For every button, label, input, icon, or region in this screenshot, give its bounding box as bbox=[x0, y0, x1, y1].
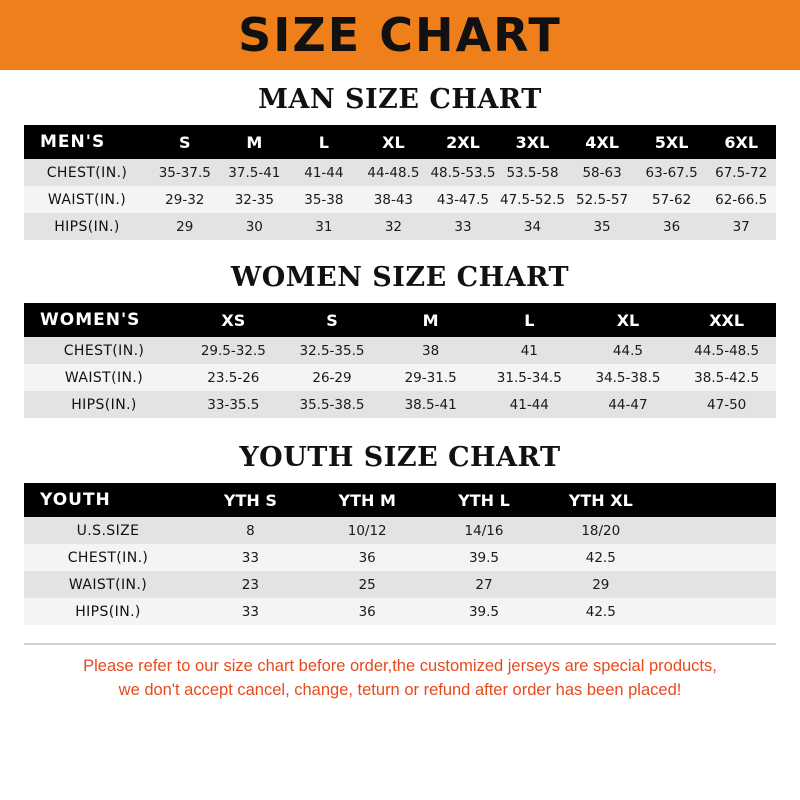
table-row bbox=[24, 391, 776, 418]
cell-value: 37.5-41 bbox=[228, 164, 281, 181]
column-header-xs: XS bbox=[221, 310, 246, 330]
cell-value: 31 bbox=[315, 218, 333, 235]
column-header-4xl: 4XL bbox=[585, 132, 619, 152]
column-header-6xl: 6XL bbox=[724, 132, 759, 152]
table-women-size-chart bbox=[24, 303, 776, 418]
cell-value: 23 bbox=[241, 576, 259, 593]
table-youth-body bbox=[24, 517, 776, 625]
column-header-womens: WOMEN'S bbox=[40, 310, 141, 330]
row-label-waist: WAIST(IN.) bbox=[68, 576, 148, 593]
table-women-body bbox=[24, 337, 776, 418]
cell-value: 32.5-35.5 bbox=[299, 342, 365, 359]
cell-value: 25 bbox=[358, 576, 376, 593]
cell-value: 33 bbox=[454, 218, 472, 235]
cell-value: 47-50 bbox=[707, 396, 747, 413]
cell-value: 52.5-57 bbox=[576, 191, 629, 208]
table-row bbox=[24, 517, 776, 544]
cell-value: 33 bbox=[241, 603, 259, 620]
cell-value: 48.5-53.5 bbox=[430, 164, 496, 181]
column-header-l: L bbox=[524, 310, 535, 330]
cell-value: 27 bbox=[475, 576, 493, 593]
cell-value: 18/20 bbox=[581, 522, 621, 539]
cell-spacer bbox=[659, 544, 776, 571]
cell-value: 33 bbox=[241, 549, 259, 566]
cell-value: 26-29 bbox=[312, 369, 352, 386]
table-row bbox=[24, 364, 776, 391]
cell-value: 41 bbox=[520, 342, 538, 359]
cell-value: 35-38 bbox=[304, 191, 344, 208]
column-header-xl: XL bbox=[616, 310, 640, 330]
row-label-us-size: U.S.SIZE bbox=[76, 522, 140, 539]
cell-value: 34.5-38.5 bbox=[595, 369, 661, 386]
row-label-hips: HIPS(IN.) bbox=[71, 396, 137, 413]
cell-spacer bbox=[659, 598, 776, 625]
table-row bbox=[24, 125, 776, 159]
column-header-2xl: 2XL bbox=[446, 132, 480, 152]
cell-value: 29.5-32.5 bbox=[200, 342, 266, 359]
cell-value: 41-44 bbox=[509, 396, 549, 413]
cell-value: 38 bbox=[422, 342, 440, 359]
column-header-yth-xl: YTH XL bbox=[568, 490, 633, 510]
table-man-size-chart bbox=[24, 125, 776, 240]
cell-value: 36 bbox=[663, 218, 681, 235]
cell-value: 42.5 bbox=[585, 549, 616, 566]
cell-value: 32 bbox=[384, 218, 402, 235]
column-header-5xl: 5XL bbox=[654, 132, 689, 152]
table-row bbox=[24, 598, 776, 625]
table-row bbox=[24, 571, 776, 598]
cell-value: 41-44 bbox=[304, 164, 344, 181]
cell-value: 39.5 bbox=[468, 603, 500, 620]
column-header-l: L bbox=[318, 132, 329, 152]
column-header-youth: YOUTH bbox=[40, 490, 111, 510]
row-label-waist: WAIST(IN.) bbox=[64, 369, 144, 386]
table-man-body bbox=[24, 159, 776, 240]
cell-value: 38.5-42.5 bbox=[694, 369, 760, 386]
cell-value: 44.5 bbox=[612, 342, 643, 359]
cell-value: 38-43 bbox=[373, 191, 414, 208]
cell-value: 34 bbox=[523, 218, 542, 235]
cell-value: 33-35.5 bbox=[207, 396, 260, 413]
section-title-youth: YOUTH SIZE CHART bbox=[239, 442, 561, 473]
column-header-mens: MEN'S bbox=[40, 132, 106, 152]
cell-value: 47.5-52.5 bbox=[500, 191, 565, 208]
cell-value: 10/12 bbox=[347, 522, 387, 539]
table-row bbox=[24, 483, 776, 517]
cell-value: 23.5-26 bbox=[207, 369, 260, 386]
row-label-chest: CHEST(IN.) bbox=[63, 342, 145, 359]
cell-value: 14/16 bbox=[464, 522, 504, 539]
column-header-yth-l: YTH L bbox=[458, 490, 510, 510]
cell-value: 63-67.5 bbox=[645, 164, 698, 181]
cell-value: 38.5-41 bbox=[404, 396, 457, 413]
cell-value: 29 bbox=[592, 576, 610, 593]
cell-value: 58-63 bbox=[582, 164, 622, 181]
table-row bbox=[24, 213, 776, 240]
table-row bbox=[24, 186, 776, 213]
cell-value: 62-66.5 bbox=[715, 191, 768, 208]
cell-value: 57-62 bbox=[651, 191, 692, 208]
column-header-yth-m: YTH M bbox=[338, 490, 396, 510]
row-label-chest: CHEST(IN.) bbox=[46, 164, 128, 181]
page-title: SIZE CHART bbox=[238, 8, 562, 62]
cell-value: 42.5 bbox=[585, 603, 616, 620]
column-header-yth-s: YTH S bbox=[223, 490, 277, 510]
table-row bbox=[24, 303, 776, 337]
cell-value: 67.5-72 bbox=[715, 164, 768, 181]
footer-note-line2: we don't accept cancel, change, teturn or refund after order has been placed! bbox=[118, 680, 682, 699]
cell-spacer bbox=[659, 571, 776, 598]
cell-value: 29-31.5 bbox=[404, 369, 457, 386]
cell-value: 30 bbox=[245, 218, 263, 235]
cell-spacer bbox=[659, 517, 776, 544]
column-header-s: S bbox=[326, 310, 338, 330]
cell-value: 32-35 bbox=[234, 191, 274, 208]
table-row bbox=[24, 159, 776, 186]
table-row bbox=[24, 544, 776, 571]
cell-value: 44.5-48.5 bbox=[694, 342, 760, 359]
page-banner bbox=[0, 0, 800, 70]
footer-note bbox=[24, 643, 776, 703]
table-youth-header bbox=[24, 483, 776, 517]
cell-value: 31.5-34.5 bbox=[496, 369, 562, 386]
cell-value: 36 bbox=[358, 549, 376, 566]
cell-value: 44-48.5 bbox=[367, 164, 420, 181]
table-row bbox=[24, 337, 776, 364]
table-youth-size-chart bbox=[24, 483, 776, 625]
cell-value: 36 bbox=[358, 603, 376, 620]
cell-value: 37 bbox=[732, 218, 750, 235]
cell-value: 53.5-58 bbox=[506, 164, 559, 181]
cell-value: 29-32 bbox=[165, 191, 205, 208]
cell-value: 29 bbox=[176, 218, 194, 235]
column-header-xl: XL bbox=[382, 132, 405, 152]
cell-value: 43-47.5 bbox=[436, 191, 490, 208]
chart-content bbox=[0, 84, 800, 703]
cell-value: 35 bbox=[593, 218, 611, 235]
column-header-3xl: 3XL bbox=[515, 132, 550, 152]
cell-value: 8 bbox=[246, 522, 255, 539]
row-label-hips: HIPS(IN.) bbox=[75, 603, 141, 620]
column-header-xxl: XXL bbox=[709, 310, 745, 330]
cell-value: 44-47 bbox=[608, 396, 648, 413]
table-women-header bbox=[24, 303, 776, 337]
column-header-spacer bbox=[659, 483, 776, 517]
cell-value: 35.5-38.5 bbox=[299, 396, 365, 413]
column-header-m: M bbox=[246, 132, 263, 152]
section-title-man: MAN SIZE CHART bbox=[258, 84, 542, 115]
table-man-header bbox=[24, 125, 776, 159]
section-title-women: WOMEN SIZE CHART bbox=[230, 262, 570, 293]
row-label-waist: WAIST(IN.) bbox=[47, 191, 127, 208]
row-label-hips: HIPS(IN.) bbox=[54, 218, 120, 235]
column-header-s: S bbox=[179, 132, 191, 152]
cell-value: 39.5 bbox=[468, 549, 500, 566]
footer-note-line1: Please refer to our size chart before order,the customized jerseys are special products, bbox=[83, 657, 717, 675]
row-label-chest: CHEST(IN.) bbox=[67, 549, 149, 566]
cell-value: 35-37.5 bbox=[158, 164, 211, 181]
column-header-m: M bbox=[422, 310, 439, 330]
